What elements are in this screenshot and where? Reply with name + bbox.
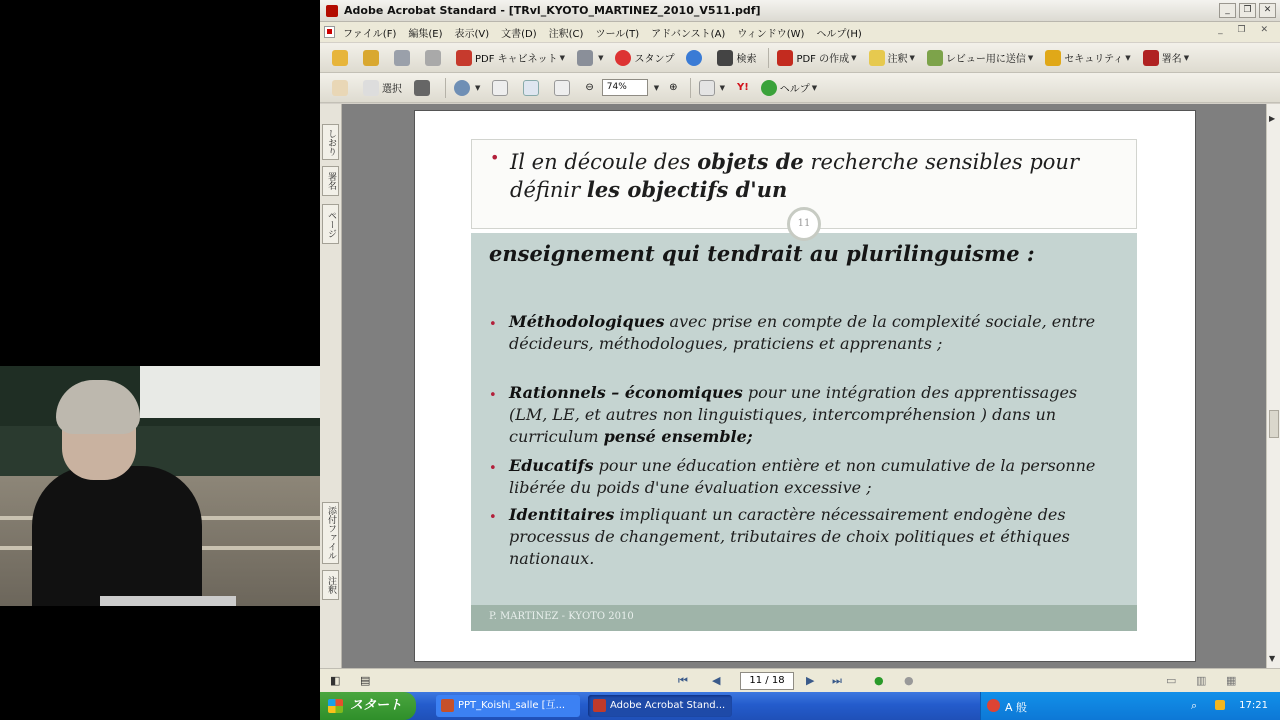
title-bar[interactable]	[320, 0, 1280, 22]
lock-icon[interactable]	[1215, 700, 1225, 710]
nav-tab-signatures[interactable]: 署名	[322, 166, 339, 196]
send-for-review-label: レビュー用に送信	[945, 54, 1026, 65]
scrollbar-thumb[interactable]	[1269, 410, 1279, 438]
menu-help[interactable]: ヘルプ(H)	[816, 28, 862, 40]
zoom-out-button[interactable]	[581, 77, 597, 99]
stop-icon[interactable]: ●	[904, 674, 914, 687]
taskbar-item-acrobat[interactable]	[588, 695, 732, 717]
folder-icon	[332, 50, 348, 66]
paperclip-icon	[577, 50, 593, 66]
slide-heading: enseignement qui tendrait au plurilinguisme :	[489, 241, 1035, 266]
print-button[interactable]	[421, 47, 448, 69]
select-tool-button[interactable]	[359, 77, 406, 99]
fit-page-button[interactable]	[519, 77, 546, 99]
pdf-portfolio-button[interactable]: PDF キャビネット ▼	[452, 47, 569, 69]
taskbar-item-label: Adobe Acrobat Stand...	[610, 700, 726, 711]
snapshot-button[interactable]	[410, 77, 437, 99]
acrobat-icon	[593, 699, 606, 712]
binoculars-icon	[717, 50, 733, 66]
help-label: ヘルプ	[779, 84, 810, 95]
slide-item-identitaires	[509, 504, 1119, 570]
bullet-icon: •	[490, 148, 500, 167]
create-pdf-label: PDF の作成	[796, 54, 850, 65]
item-text: impliquant un caractère nécessairement endogène des processus de changement, tributaires de choix politiques et éthiques nationaux.	[509, 505, 1070, 568]
zoom-level-field[interactable]: 74%	[602, 79, 648, 96]
scroll-up-icon[interactable]: ▶	[1269, 114, 1276, 123]
status-bar	[320, 668, 1280, 692]
menu-view[interactable]: 表示(V)	[454, 28, 490, 40]
help-button[interactable]: ヘルプ ▼	[757, 77, 821, 99]
bullet-icon: •	[489, 510, 497, 525]
comment-icon	[869, 50, 885, 66]
stamp-icon	[615, 50, 631, 66]
clock: 17:21	[1239, 700, 1268, 711]
menu-tools[interactable]: ツール(T)	[595, 28, 640, 40]
slide-footer-text: P. MARTINEZ - KYOTO 2010	[489, 611, 634, 622]
nav-tab-pages[interactable]: ページ	[322, 204, 339, 244]
search-button[interactable]	[713, 47, 760, 69]
ime-indicator[interactable]: A 般	[1005, 701, 1028, 714]
comment-button[interactable]: 注釈 ▼	[865, 47, 919, 69]
acrobat-app-icon	[326, 5, 338, 17]
text-cursor-icon	[363, 80, 379, 96]
actual-size-button[interactable]	[488, 77, 515, 99]
taskbar-item-powerpoint[interactable]	[436, 695, 580, 717]
rotate-icon	[699, 80, 715, 96]
sign-label: 署名	[1161, 54, 1182, 65]
vertical-scrollbar[interactable]	[1266, 104, 1280, 668]
restore-button[interactable]: ❐	[1239, 3, 1256, 18]
slide-item-methodologiques	[509, 311, 1119, 355]
zoom-in-icon: ⊕	[669, 82, 678, 93]
facing-view-icon[interactable]: ▦	[1226, 674, 1237, 687]
menu-advanced[interactable]: アドバンスト(A)	[651, 28, 726, 40]
document-window-controls[interactable]: _ ❐ ✕	[1218, 25, 1274, 35]
menu-edit[interactable]: 編集(E)	[408, 28, 443, 40]
window-title: Adobe Acrobat Standard - [TRvl_KYOTO_MARTINEZ_2010_V511.pdf]	[344, 4, 761, 17]
yahoo-icon: Y!	[736, 82, 749, 93]
item-bold: Méthodologiques	[509, 312, 665, 331]
slide-number: 11	[787, 207, 821, 241]
last-page-button[interactable]: ⏭	[832, 674, 842, 687]
document-view[interactable]	[342, 104, 1266, 668]
create-pdf-icon	[777, 50, 793, 66]
create-pdf-button[interactable]: PDF の作成 ▼	[773, 47, 860, 69]
rotate-button[interactable]: ▼	[695, 77, 729, 99]
play-icon[interactable]: ●	[874, 674, 884, 687]
taskbar-item-label: PPT_Koishi_salle [互...	[458, 700, 566, 711]
hand-tool-button[interactable]	[328, 77, 355, 99]
menu-file[interactable]: ファイル(F)	[343, 28, 397, 40]
item-text: pour une éducation entière et non cumulative de la personne libérée du poids d'une évaluation excessive ;	[509, 456, 1096, 497]
item-bold: Identitaires	[509, 505, 615, 524]
bullet-icon: •	[489, 388, 497, 403]
pen-icon	[1143, 50, 1159, 66]
page-number-field[interactable]: 11 / 18	[740, 672, 794, 690]
zoom-out-icon: ⊖	[585, 82, 594, 93]
pdf-portfolio-label: PDF キャビネット	[475, 54, 558, 65]
slide-item-educatifs	[509, 455, 1119, 499]
view-toolbar: 選択 ▼ ⊖ 74% ▼ ⊕ ▼ Y! ヘルプ ▼	[320, 73, 1280, 103]
navigation-pane	[320, 104, 342, 668]
item-text: pour une intégration des apprentissages (LM, LE, et autres non linguistiques, intercompréhension ) dans un curriculum	[509, 383, 1078, 446]
sign-button[interactable]: 署名 ▼	[1139, 47, 1193, 69]
page-thumbnail-icon[interactable]: ▤	[360, 674, 371, 687]
nav-tab-comments[interactable]: 注釈	[322, 570, 339, 600]
review-icon	[927, 50, 943, 66]
windows-flag-icon	[328, 699, 343, 713]
help-icon	[761, 80, 777, 96]
send-for-review-button[interactable]: レビュー用に送信 ▼	[923, 47, 1037, 69]
acrobat-window	[320, 0, 1280, 720]
stamp-label: スタンプ	[634, 54, 675, 65]
fit-width-icon	[554, 80, 570, 96]
comment-label: 注釈	[887, 54, 908, 65]
zoom-in-button[interactable]	[665, 77, 681, 99]
start-label: スタート	[350, 698, 403, 713]
item-bold-end: pensé ensemble;	[603, 427, 753, 446]
globe-icon	[686, 50, 702, 66]
save-icon	[394, 50, 410, 66]
minimize-button[interactable]: _	[1219, 3, 1236, 18]
menu-document[interactable]: 文書(D)	[501, 28, 537, 40]
stamp-button[interactable]	[611, 47, 678, 69]
close-button[interactable]: ✕	[1259, 3, 1276, 18]
bullet-icon: •	[489, 461, 497, 476]
organizer-button[interactable]	[359, 47, 386, 69]
slide-intro-text	[510, 148, 1130, 204]
previous-page-button[interactable]: ◀	[712, 674, 721, 687]
zoom-tool-button[interactable]: ▼	[450, 77, 484, 99]
pdf-page	[414, 110, 1196, 662]
magnifier-icon	[454, 80, 470, 96]
folders-icon	[363, 50, 379, 66]
slide-item-rationnels	[509, 382, 1119, 448]
powerpoint-icon	[441, 699, 454, 712]
document-icon	[324, 26, 335, 38]
start-button[interactable]	[320, 692, 416, 720]
search-icon[interactable]: ⌕	[1191, 699, 1198, 712]
menu-comments[interactable]: 注釈(C)	[548, 28, 584, 40]
portfolio-icon	[456, 50, 472, 66]
item-bold: Rationnels – économiques	[509, 383, 743, 402]
fit-width-button[interactable]	[550, 77, 577, 99]
bullet-icon: •	[489, 317, 497, 332]
menu-bar	[320, 22, 1280, 42]
network-button[interactable]	[682, 47, 709, 69]
select-label: 選択	[382, 84, 402, 95]
nav-tab-attachments[interactable]: 添付ファイル	[322, 502, 339, 564]
save-button[interactable]	[390, 47, 417, 69]
security-label: セキュリティ	[1064, 54, 1124, 65]
scroll-down-icon[interactable]: ▼	[1269, 654, 1276, 663]
item-bold: Educatifs	[509, 456, 594, 475]
intro-bold-2: les objectifs d'un	[586, 177, 788, 202]
attach-button[interactable]: ▼	[573, 47, 607, 69]
intro-bold-1: objets de	[697, 149, 804, 174]
continuous-view-icon[interactable]: ▥	[1196, 674, 1207, 687]
fit-page-icon	[523, 80, 539, 96]
hand-icon	[332, 80, 348, 96]
slide-main-box	[471, 233, 1137, 605]
main-toolbar	[320, 43, 1280, 73]
security-button[interactable]: セキュリティ ▼	[1041, 47, 1134, 69]
windows-taskbar	[320, 692, 1280, 720]
slide-footer	[471, 605, 1137, 631]
item-text: avec prise en compte de la complexité sociale, entre décideurs, méthodologues, praticiens et apprenants ;	[509, 312, 1096, 353]
next-page-button[interactable]: ▶	[806, 674, 815, 687]
menu-window[interactable]: ウィンドウ(W)	[737, 28, 805, 40]
search-label: 検索	[736, 54, 757, 65]
intro-text-1: Il en découle des	[510, 150, 698, 174]
tray-app-icon[interactable]	[987, 699, 1000, 712]
page-icon	[492, 80, 508, 96]
single-page-view-icon[interactable]: ▭	[1166, 674, 1177, 687]
first-page-button[interactable]: ⏮	[678, 674, 688, 687]
camera-icon	[414, 80, 430, 96]
open-button[interactable]	[328, 47, 355, 69]
speaker-video	[0, 366, 320, 606]
lock-icon	[1045, 50, 1061, 66]
nav-tab-bookmarks[interactable]: しおり	[322, 124, 339, 160]
panel-toggle-icon[interactable]: ◧	[330, 674, 341, 687]
yahoo-button[interactable]	[733, 77, 753, 99]
print-icon	[425, 50, 441, 66]
system-tray	[980, 692, 1280, 720]
intro-text-2: recherche sensibles pour définir	[510, 150, 1079, 202]
